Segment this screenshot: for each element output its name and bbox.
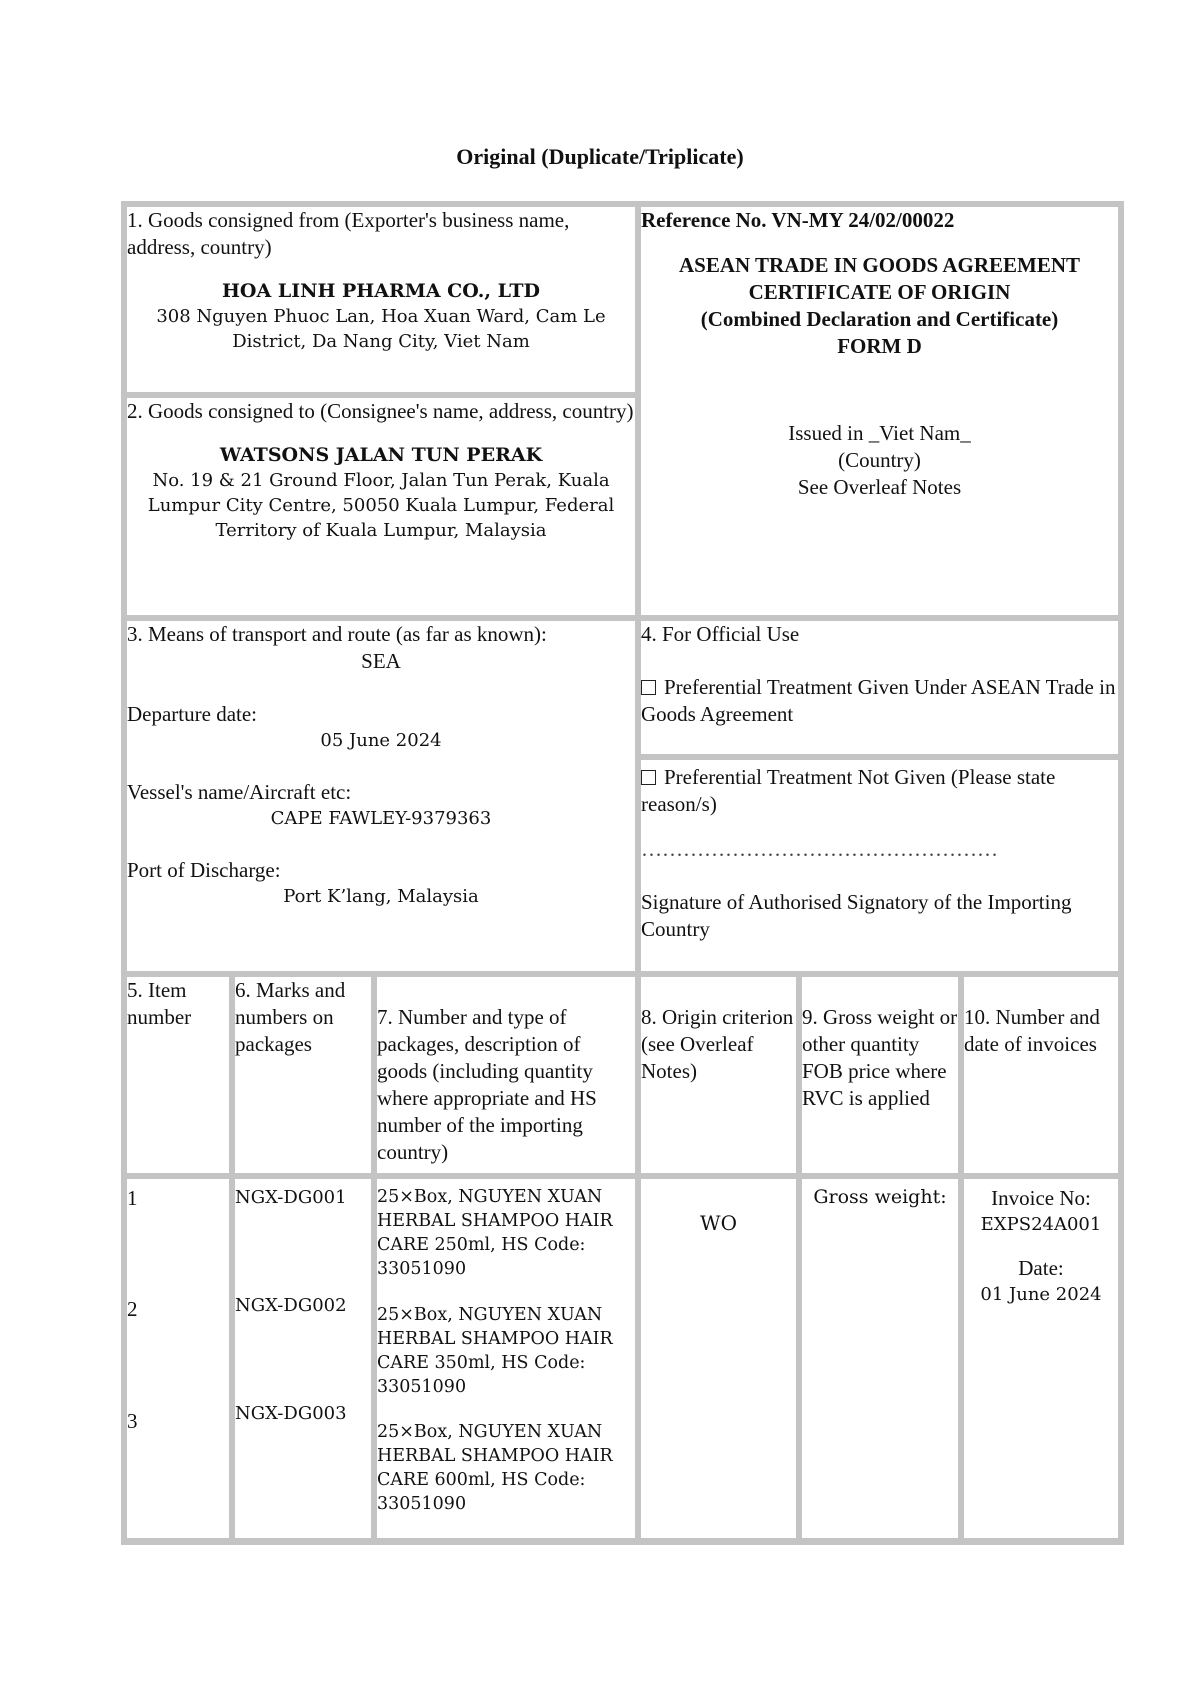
box3-label: 3. Means of transport and route (as far as known): bbox=[127, 622, 547, 646]
page-title: Original (Duplicate/Triplicate) bbox=[456, 144, 744, 169]
treatment-given-label: Preferential Treatment Given Under ASEAN Trade in Goods Agreement bbox=[641, 675, 1116, 726]
box1-label: 1. Goods consigned from (Exporter's business name, address, country) bbox=[127, 208, 570, 259]
treatment-given-checkbox[interactable] bbox=[641, 680, 656, 695]
item-description: 25×Box, NGUYEN XUAN HERBAL SHAMPOO HAIR CARE 600ml, HS Code: 33051090 bbox=[377, 1422, 613, 1514]
item-number: 3 bbox=[127, 1409, 138, 1433]
item-mark: NGX-DG002 bbox=[235, 1295, 347, 1316]
col-marks bbox=[235, 1179, 371, 1538]
col-header-item-number bbox=[127, 977, 229, 1173]
item-description: 25×Box, NGUYEN XUAN HERBAL SHAMPOO HAIR CARE 350ml, HS Code: 33051090 bbox=[377, 1305, 613, 1397]
invoice-date: 01 June 2024 bbox=[980, 1284, 1102, 1305]
col-header-marks bbox=[235, 977, 371, 1173]
col-item-numbers bbox=[127, 1179, 229, 1538]
box4-official-use bbox=[641, 621, 1118, 754]
port-of-discharge: Port K’lang, Malaysia bbox=[283, 886, 479, 907]
departure-date: 05 June 2024 bbox=[320, 730, 442, 751]
agreement-title: ASEAN TRADE IN GOODS AGREEMENT bbox=[678, 253, 1081, 277]
col-header-item-number-label: 5. Item number bbox=[127, 978, 192, 1029]
signature-line: Signature of Authorised Signatory of the Importing Country bbox=[641, 890, 1072, 941]
vessel-label: Vessel's name/Aircraft etc: bbox=[127, 780, 352, 804]
col-header-invoices bbox=[964, 977, 1118, 1173]
item-number: 2 bbox=[127, 1297, 138, 1321]
col-gross-weight bbox=[802, 1179, 958, 1538]
consignee-name: WATSONS JALAN TUN PERAK bbox=[219, 444, 543, 466]
box2-label: 2. Goods consigned to (Consignee's name, address, country) bbox=[127, 399, 634, 423]
col-descriptions bbox=[377, 1179, 635, 1538]
treatment-given-option bbox=[641, 674, 1118, 728]
certificate-header bbox=[641, 207, 1118, 615]
form-d: FORM D bbox=[837, 334, 922, 358]
item-number: 1 bbox=[127, 1186, 138, 1210]
exporter-address: 308 Nguyen Phuoc Lan, Hoa Xuan Ward, Cam Le District, Da Nang City, Viet Nam bbox=[156, 306, 606, 352]
issued-in: Issued in _Viet Nam_ bbox=[788, 421, 971, 445]
combined-declaration: (Combined Declaration and Certificate) bbox=[700, 307, 1059, 331]
box2-consignee bbox=[127, 398, 635, 615]
col-header-origin-label: 8. Origin criterion (see Overleaf Notes) bbox=[641, 1005, 794, 1083]
vessel-name: CAPE FAWLEY-9379363 bbox=[270, 808, 492, 829]
box4-not-given bbox=[641, 760, 1118, 971]
country-note: (Country) bbox=[838, 448, 921, 472]
gross-weight-label: Gross weight: bbox=[813, 1186, 947, 1208]
port-label: Port of Discharge: bbox=[127, 858, 281, 882]
certificate-title: CERTIFICATE OF ORIGIN bbox=[748, 280, 1011, 304]
certificate-form bbox=[121, 201, 1124, 1545]
col-header-gross-weight bbox=[802, 977, 958, 1173]
departure-label: Departure date: bbox=[127, 702, 258, 726]
invoice-number: EXPS24A001 bbox=[980, 1214, 1102, 1235]
item-mark: NGX-DG003 bbox=[235, 1403, 347, 1424]
col-header-marks-label: 6. Marks and numbers on packages bbox=[235, 978, 346, 1056]
box4-label: 4. For Official Use bbox=[641, 622, 800, 646]
col-invoices bbox=[964, 1179, 1118, 1538]
invoice-label: Invoice No: bbox=[991, 1186, 1091, 1210]
col-header-description-label: 7. Number and type of packages, description of goods (including quantity where appropriate and HS number of the importing country) bbox=[377, 1005, 597, 1164]
treatment-not-given-checkbox[interactable] bbox=[641, 770, 656, 785]
overleaf-notes: See Overleaf Notes bbox=[797, 475, 962, 499]
item-description: 25×Box, NGUYEN XUAN HERBAL SHAMPOO HAIR CARE 250ml, HS Code: 33051090 bbox=[377, 1187, 613, 1279]
treatment-not-given-option bbox=[641, 760, 1118, 818]
exporter-name: HOA LINH PHARMA CO., LTD bbox=[221, 280, 541, 302]
box1-exporter bbox=[127, 207, 635, 392]
col-header-gross-weight-label: 9. Gross weight or other quantity FOB price where RVC is applied bbox=[802, 1005, 958, 1110]
reference-number: Reference No. VN-MY 24/02/00022 bbox=[641, 208, 955, 232]
invoice-date-label: Date: bbox=[1018, 1256, 1064, 1280]
treatment-not-given-label: Preferential Treatment Not Given (Please state reason/s) bbox=[641, 765, 1056, 816]
item-mark: NGX-DG001 bbox=[235, 1187, 347, 1208]
consignee-address: No. 19 & 21 Ground Floor, Jalan Tun Perak, Kuala Lumpur City Centre, 50050 Kuala Lumpur, Federal Territory of Kuala Lumpur, Malaysia bbox=[147, 470, 615, 541]
col-header-description bbox=[377, 977, 635, 1173]
col-header-origin bbox=[641, 977, 796, 1173]
box3-transport bbox=[127, 621, 635, 971]
reason-dotted-line: …………………………………………… bbox=[641, 837, 998, 861]
origin-criterion-value: WO bbox=[700, 1211, 737, 1235]
col-header-invoices-label: 10. Number and date of invoices bbox=[964, 1005, 1100, 1056]
col-origin-criterion bbox=[641, 1179, 796, 1538]
transport-mode: SEA bbox=[361, 649, 401, 673]
